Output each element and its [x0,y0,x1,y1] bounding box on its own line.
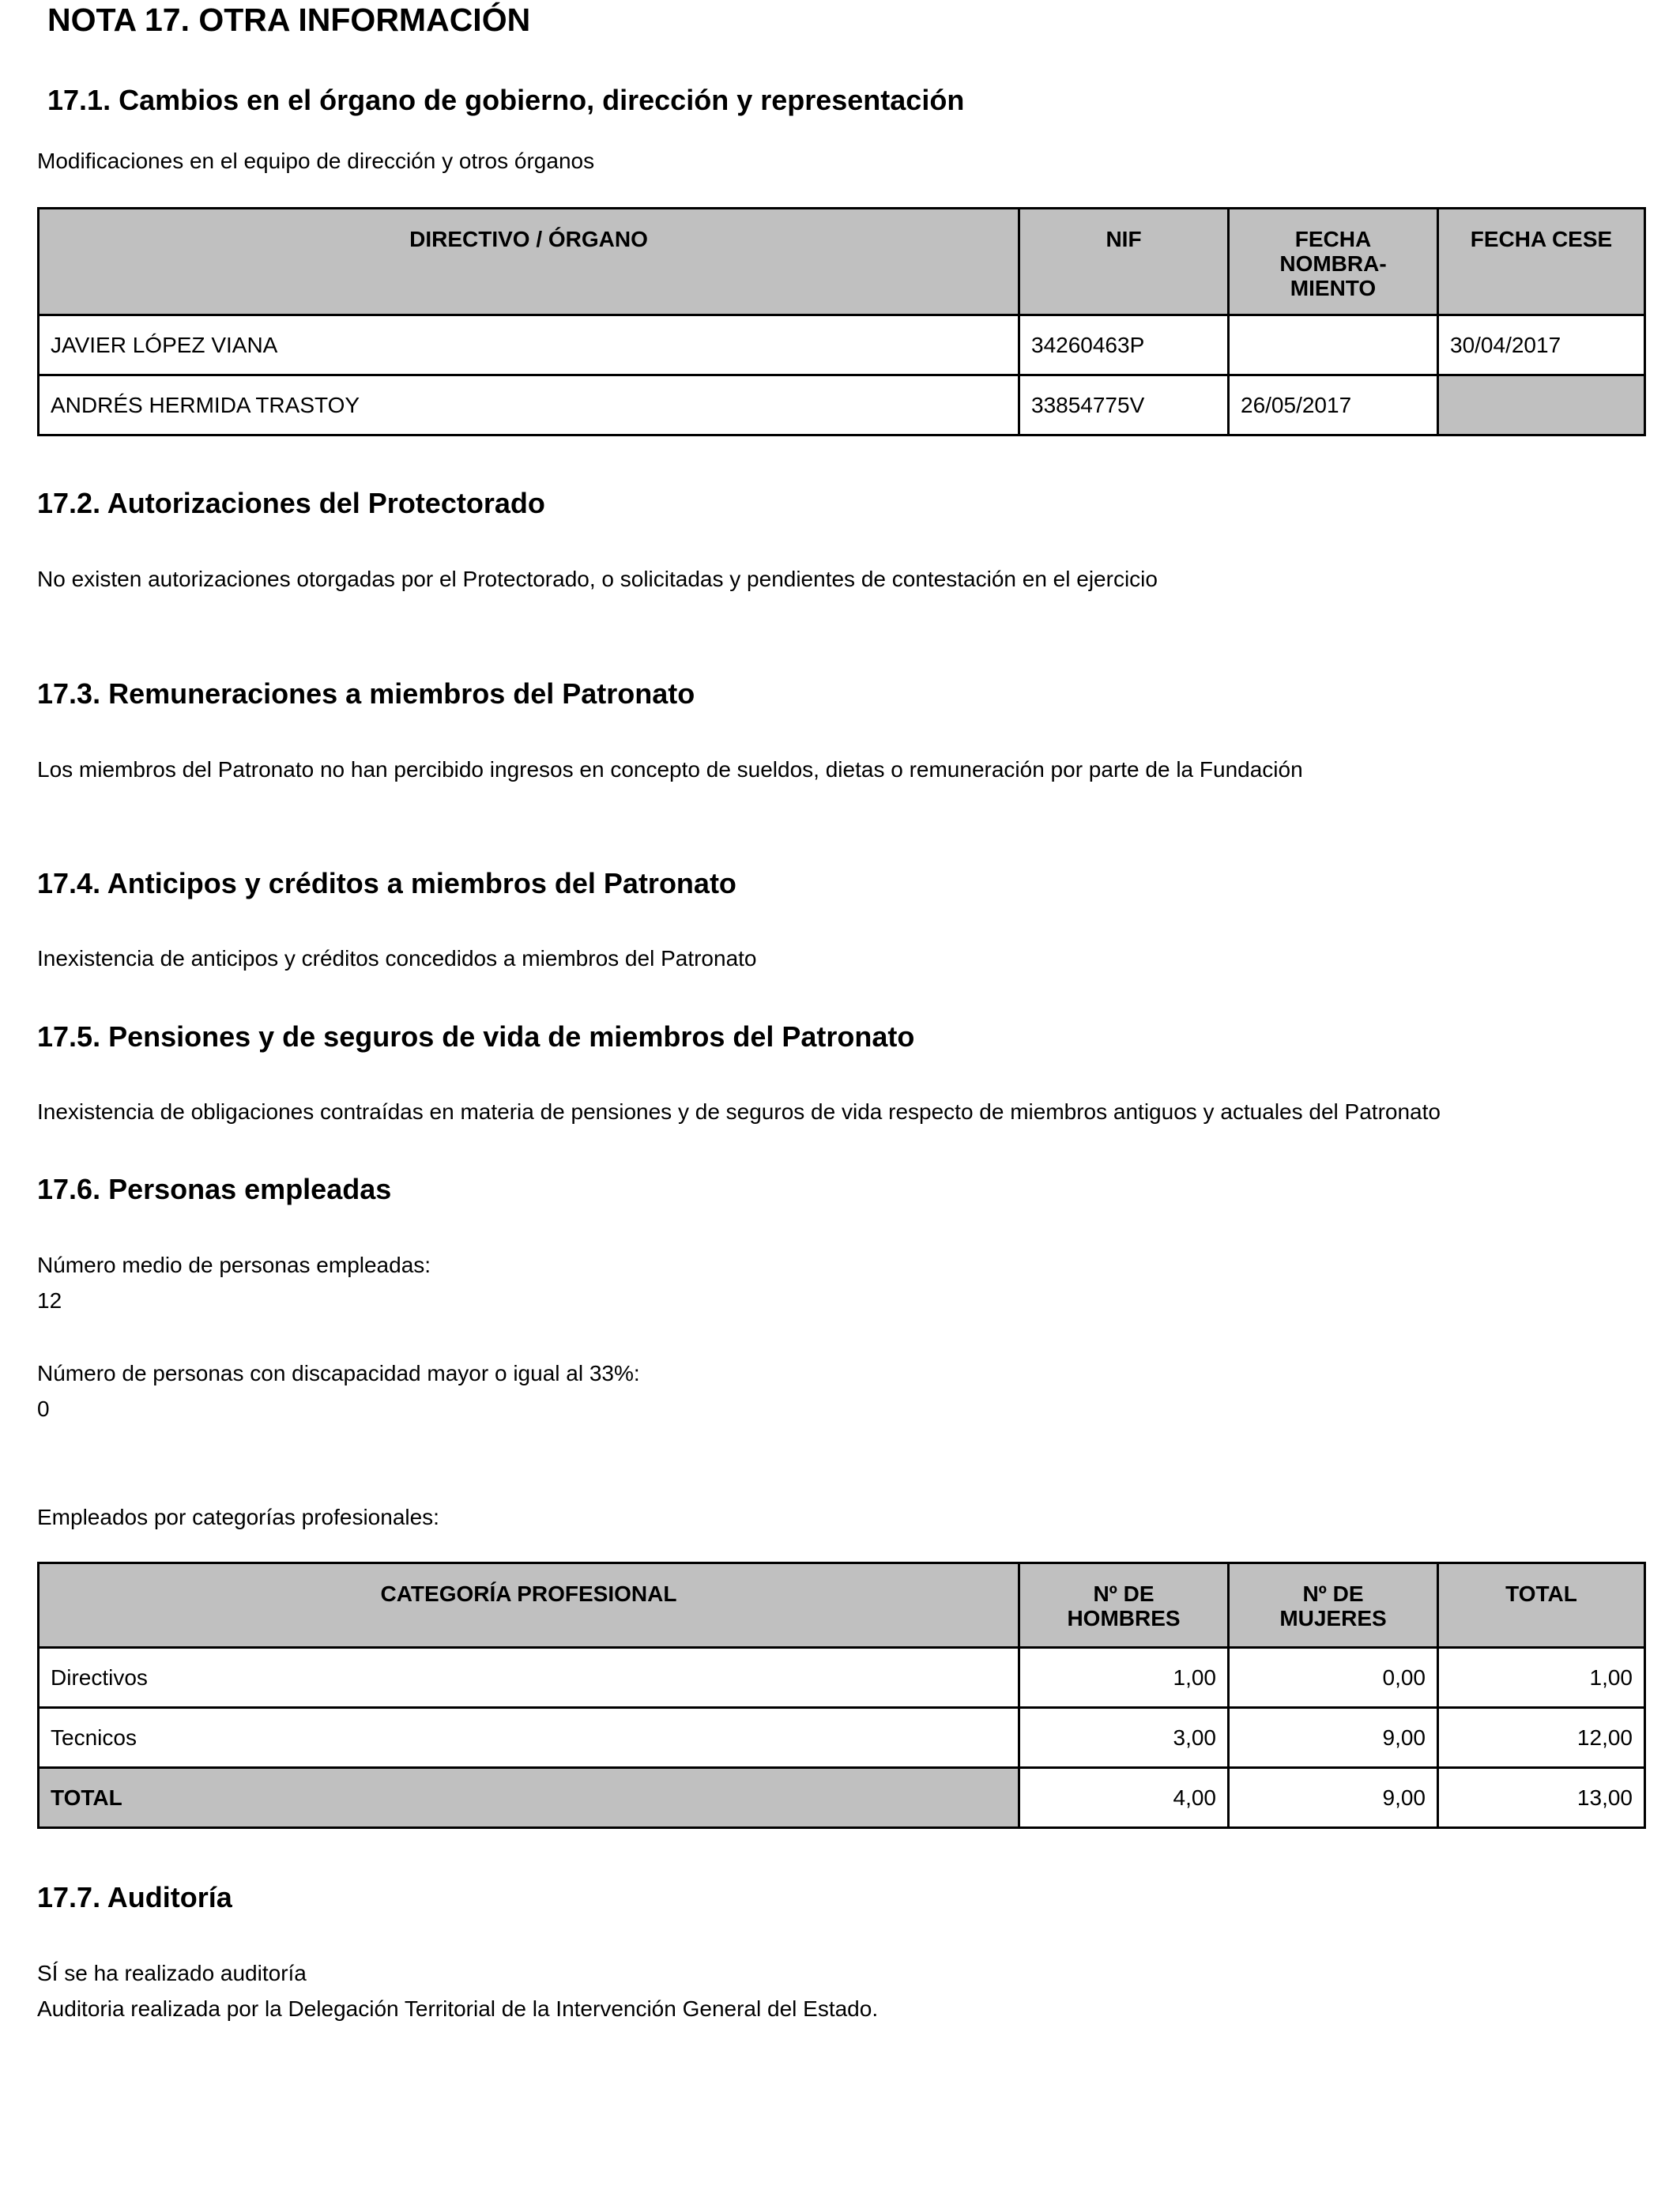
section-4-text: Inexistencia de anticipos y créditos concedidos a miembros del Patronato [37,946,757,971]
employee-categories-table [37,1562,1646,1829]
section-3-title: 17.3. Remuneraciones a miembros del Patronato [37,677,695,710]
management-changes-table [37,207,1646,436]
section-4-title: 17.4. Anticipos y créditos a miembros del Patronato [37,867,736,899]
cell-mujeres: 0,00 [1229,1648,1438,1708]
section-1-subtitle: Modificaciones en el equipo de dirección y otros órganos [37,149,595,173]
table-row [39,375,1645,435]
section-5-text: Inexistencia de obligaciones contraídas en materia de pensiones y de seguros de vida respecto de miembros antiguos y actuales del Patronato [37,1099,1441,1124]
table-row [39,1648,1645,1708]
cell-hombres: 3,00 [1019,1708,1229,1768]
cell-total-total: 13,00 [1438,1768,1645,1828]
section-1-title: 17.1. Cambios en el órgano de gobierno, dirección y representación [47,84,965,116]
cell-fecha-nombramiento [1229,315,1438,375]
disability-value: 0 [37,1397,50,1421]
table-row [39,315,1645,375]
cell-mujeres: 9,00 [1229,1708,1438,1768]
cell-fecha-cese: 30/04/2017 [1438,315,1645,375]
header-total: TOTAL [1438,1563,1645,1648]
cell-fecha-nombramiento: 26/05/2017 [1229,375,1438,435]
cell-total: 1,00 [1438,1648,1645,1708]
cell-directivo: ANDRÉS HERMIDA TRASTOY [39,375,1019,435]
cell-categoria: Tecnicos [39,1708,1019,1768]
cell-directivo: JAVIER LÓPEZ VIANA [39,315,1019,375]
section-3-text: Los miembros del Patronato no han percibido ingresos en concepto de sueldos, dietas o remuneración por parte de la Fundación [37,757,1303,782]
section-2-text: No existen autorizaciones otorgadas por el Protectorado, o solicitadas y pendientes de contestación en el ejercicio [37,567,1158,591]
cell-total-hombres: 4,00 [1019,1768,1229,1828]
section-7-title: 17.7. Auditoría [37,1881,232,1913]
cell-nif: 33854775V [1019,375,1229,435]
cell-nif: 34260463P [1019,315,1229,375]
section-6-title: 17.6. Personas empleadas [37,1173,392,1205]
header-mujeres: Nº DE MUJERES [1229,1563,1438,1648]
section-2-title: 17.2. Autorizaciones del Protectorado [37,487,545,519]
avg-employees-value: 12 [37,1288,62,1313]
header-categoria: CATEGORÍA PROFESIONAL [39,1563,1019,1648]
header-hombres: Nº DE HOMBRES [1019,1563,1229,1648]
cell-categoria: Directivos [39,1648,1019,1708]
cell-total-mujeres: 9,00 [1229,1768,1438,1828]
cell-fecha-cese [1438,375,1645,435]
header-fecha-nombramiento: FECHA NOMBRA- MIENTO [1229,209,1438,315]
avg-employees-label: Número medio de personas empleadas: [37,1253,431,1277]
audit-line-2: Auditoria realizada por la Delegación Territorial de la Intervención General del Estado. [37,1996,879,2021]
section-5-title: 17.5. Pensiones y de seguros de vida de miembros del Patronato [37,1020,915,1053]
cell-total-label: TOTAL [39,1768,1019,1828]
cell-total: 12,00 [1438,1708,1645,1768]
total-row [39,1768,1645,1828]
note-title: NOTA 17. OTRA INFORMACIÓN [47,2,531,38]
header-fecha-cese: FECHA CESE [1438,209,1645,315]
cell-hombres: 1,00 [1019,1648,1229,1708]
table-row [39,1708,1645,1768]
categories-label: Empleados por categorías profesionales: [37,1505,439,1529]
disability-label: Número de personas con discapacidad mayor o igual al 33%: [37,1361,640,1385]
header-directivo: DIRECTIVO / ÓRGANO [39,209,1019,315]
audit-line-1: SÍ se ha realizado auditoría [37,1961,307,1985]
header-nif: NIF [1019,209,1229,315]
